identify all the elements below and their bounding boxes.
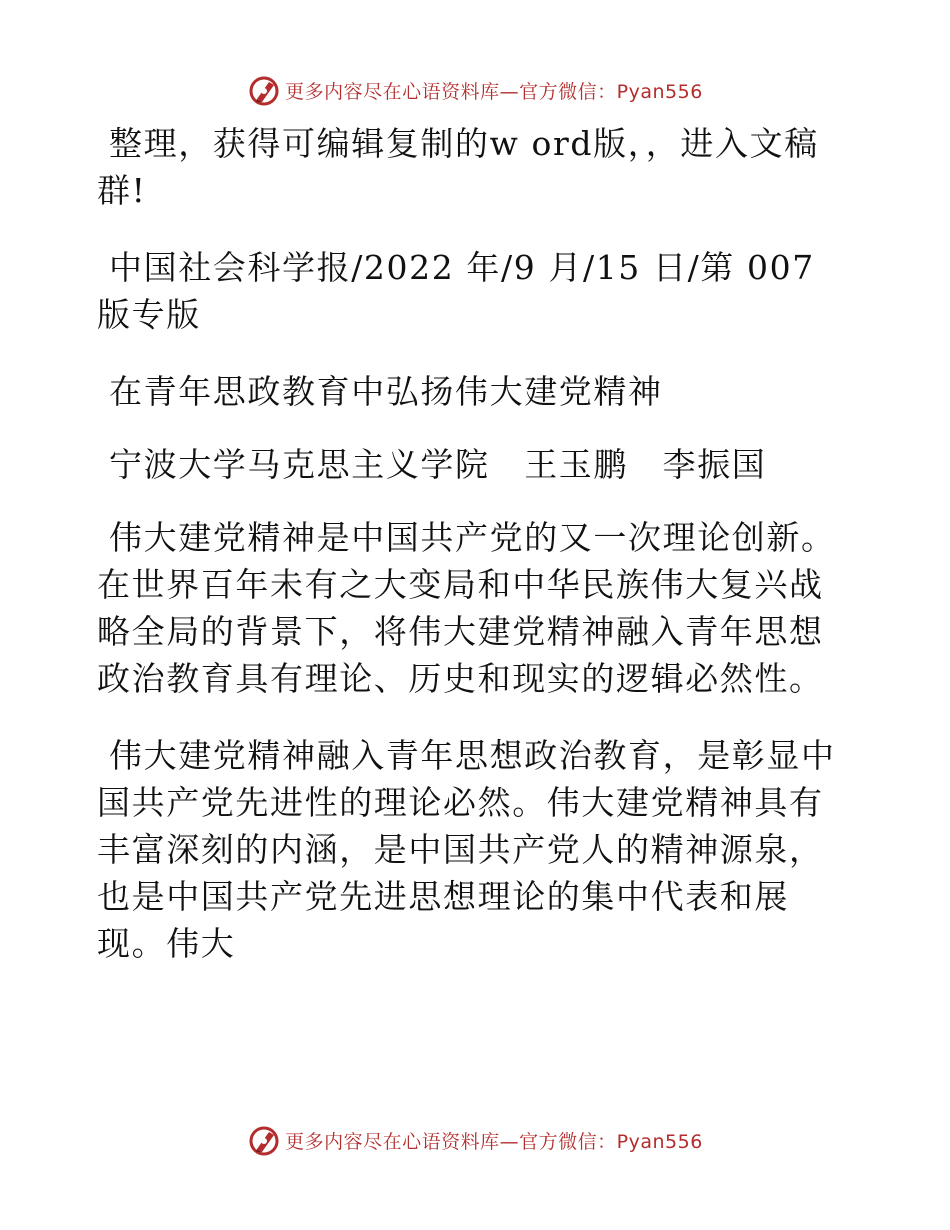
body-paragraph-2: 伟大建党精神融入青年思想政治教育，是彰显中国共产党先进性的理论必然。伟大建党精神具有丰富深刻的内涵，是中国共产党人的精神源泉，也是中国共产党先进思想理论的集中代表和展现。伟大: [97, 736, 836, 963]
article-title: 在青年思政教育中弘扬伟大建党精神: [109, 372, 663, 411]
watermark-text: 更多内容尽在心语资料库—官方微信：Pyan556: [285, 80, 703, 103]
body-paragraph-1: 伟大建党精神是中国共产党的又一次理论创新。在世界百年未有之大变局和中华民族伟大复兴战略全局的背景下，将伟大建党精神融入青年思想政治教育具有理论、历史和现实的逻辑必然性。: [97, 518, 836, 698]
watermark-text: 更多内容尽在心语资料库—官方微信：Pyan556: [285, 1130, 703, 1153]
intro-note: 整理，获得可编辑复制的w ord版，，进入文稿群!: [97, 124, 819, 210]
source-line: 中国社会科学报/2022 年/9 月/15 日/第 007 版专版: [97, 248, 815, 334]
watermark-banner-top: [0, 70, 950, 110]
pen-in-circle-logo-icon: [247, 73, 281, 107]
pen-in-circle-logo-icon: [247, 1123, 281, 1157]
document-body: [97, 120, 857, 997]
article-authors: 宁波大学马克思主义学院 王玉鹏 李振国: [109, 445, 767, 484]
watermark-banner-bottom: [0, 1120, 950, 1160]
